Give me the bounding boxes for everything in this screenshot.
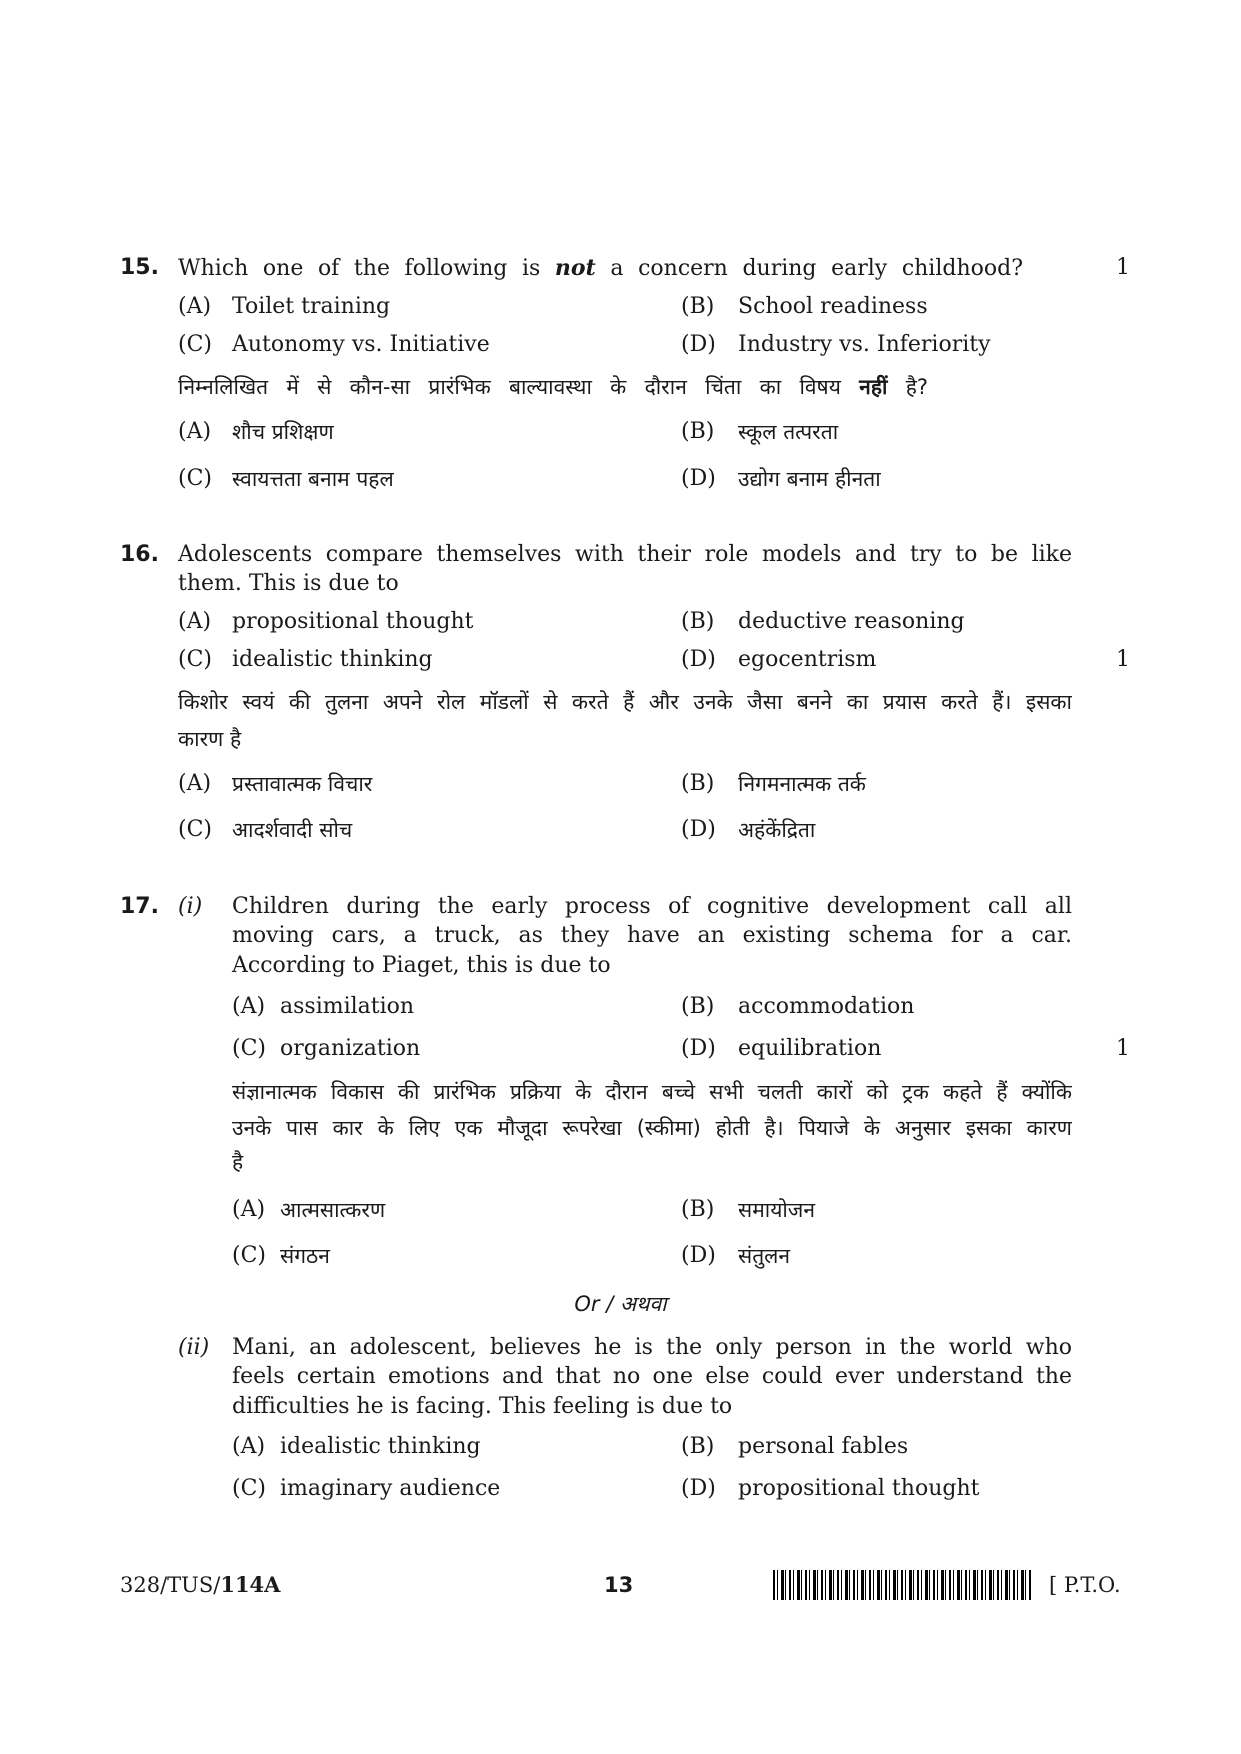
option-text: egocentrism bbox=[738, 647, 877, 672]
question-text-line: difficulties he is facing. This feeling is due to bbox=[232, 1394, 733, 1419]
question-text-line: According to Piaget, this is due to bbox=[232, 953, 611, 978]
question-text-line: them. This is due to bbox=[178, 571, 399, 596]
text: निम्नलिखित में से कौन-सा प्रारंभिक बाल्यावस्था के दौरान चिंता का विषय bbox=[178, 375, 860, 399]
question-text-line: Mani, an adolescent, believes he is the only person in the world who bbox=[232, 1335, 1072, 1360]
option-text: शौच प्रशिक्षण bbox=[232, 420, 334, 444]
option-text: उद्योग बनाम हीनता bbox=[738, 467, 881, 491]
option-text: आत्मसात्करण bbox=[280, 1198, 386, 1222]
text: Which one of the following is bbox=[178, 256, 555, 281]
option-label: (B) bbox=[681, 1434, 715, 1459]
paper-code-bold: 114A bbox=[220, 1572, 281, 1597]
option-label: (B) bbox=[681, 419, 715, 444]
option-label: (A) bbox=[178, 419, 212, 444]
hindi-text-line: कारण है bbox=[178, 727, 242, 751]
option-label: (B) bbox=[681, 771, 715, 796]
option-label: (B) bbox=[681, 609, 715, 634]
option-label: (C) bbox=[232, 1243, 266, 1268]
option-text: propositional thought bbox=[738, 1476, 980, 1501]
option-label: (B) bbox=[681, 1197, 715, 1222]
or-separator: Or / अथवा bbox=[574, 1292, 667, 1316]
option-text: प्रस्तावात्मक विचार bbox=[232, 772, 373, 796]
question-text-line: Children during the early process of cognitive development call all bbox=[232, 894, 1072, 919]
pto-label: [ P.T.O. bbox=[1049, 1573, 1121, 1597]
option-text: School readiness bbox=[738, 294, 928, 319]
emphasis: not bbox=[554, 255, 596, 281]
paper-code-prefix: 328/TUS/ bbox=[120, 1573, 221, 1597]
option-label: (D) bbox=[681, 1036, 716, 1061]
option-text: idealistic thinking bbox=[232, 647, 433, 672]
option-text: समायोजन bbox=[738, 1198, 816, 1222]
option-text: अहंकेंद्रिता bbox=[738, 818, 816, 842]
option-text: accommodation bbox=[738, 994, 915, 1019]
hindi-question-text bbox=[178, 373, 928, 401]
option-label: (A) bbox=[232, 1434, 266, 1459]
question-number: 17. bbox=[120, 894, 159, 919]
option-text: संतुलन bbox=[738, 1244, 791, 1268]
option-text: संगठन bbox=[280, 1244, 330, 1268]
paper-code bbox=[120, 1571, 280, 1599]
option-label: (D) bbox=[681, 1243, 716, 1268]
option-text: propositional thought bbox=[232, 609, 474, 634]
option-text: स्वायत्तता बनाम पहल bbox=[232, 467, 394, 491]
option-label: (C) bbox=[178, 817, 212, 842]
option-text: Industry vs. Inferiority bbox=[738, 332, 991, 357]
option-text: equilibration bbox=[738, 1036, 882, 1061]
hindi-text-line: उनके पास कार के लिए एक मौजूदा रूपरेखा (स्कीमा) होती है। पियाजे के अनुसार इसका कारण bbox=[232, 1116, 1072, 1140]
option-text: Toilet training bbox=[232, 294, 391, 319]
marks: 1 bbox=[1116, 647, 1130, 672]
option-label: (A) bbox=[178, 609, 212, 634]
question-number: 15. bbox=[120, 255, 159, 280]
marks: 1 bbox=[1116, 1036, 1130, 1061]
option-label: (C) bbox=[232, 1036, 266, 1061]
barcode bbox=[773, 1570, 1033, 1600]
option-label: (A) bbox=[178, 294, 212, 319]
option-text: organization bbox=[280, 1036, 421, 1061]
hindi-text-line: है bbox=[232, 1150, 244, 1174]
option-text: आदर्शवादी सोच bbox=[232, 818, 353, 842]
option-label: (C) bbox=[178, 332, 212, 357]
page-number: 13 bbox=[604, 1573, 634, 1597]
option-label: (D) bbox=[681, 647, 716, 672]
option-label: (B) bbox=[681, 294, 715, 319]
hindi-text-line: किशोर स्वयं की तुलना अपने रोल मॉडलों से करते हैं और उनके जैसा बनने का प्रयास करते हैं। इसका bbox=[178, 690, 1072, 714]
option-label: (B) bbox=[681, 994, 715, 1019]
option-text: deductive reasoning bbox=[738, 609, 965, 634]
option-label: (C) bbox=[232, 1476, 266, 1501]
option-label: (D) bbox=[681, 1476, 716, 1501]
option-label: (C) bbox=[178, 466, 212, 491]
option-label: (A) bbox=[232, 1197, 266, 1222]
option-text: निगमनात्मक तर्क bbox=[738, 772, 866, 796]
question-text bbox=[178, 254, 1023, 282]
option-text: personal fables bbox=[738, 1434, 909, 1459]
option-text: assimilation bbox=[280, 994, 415, 1019]
question-text-line: feels certain emotions and that no one else could ever understand the bbox=[232, 1364, 1072, 1389]
marks: 1 bbox=[1116, 255, 1130, 280]
question-text-line: moving cars, a truck, as they have an existing schema for a car. bbox=[232, 923, 1072, 948]
option-label: (D) bbox=[681, 332, 716, 357]
question-text-line: Adolescents compare themselves with their role models and try to be like bbox=[178, 542, 1072, 567]
option-text: idealistic thinking bbox=[280, 1434, 481, 1459]
hindi-text-line: संज्ञानात्मक विकास की प्रारंभिक प्रक्रिया के दौरान बच्चे सभी चलती कारों को ट्रक कहते हैं क्योंकि bbox=[232, 1080, 1072, 1104]
option-text: imaginary audience bbox=[280, 1476, 501, 1501]
emphasis: नहीं bbox=[859, 375, 888, 399]
option-label: (A) bbox=[178, 771, 212, 796]
option-label: (D) bbox=[681, 466, 716, 491]
part-label: (ii) bbox=[178, 1335, 210, 1360]
part-label: (i) bbox=[178, 894, 203, 919]
option-label: (C) bbox=[178, 647, 212, 672]
option-label: (A) bbox=[232, 994, 266, 1019]
option-text: Autonomy vs. Initiative bbox=[232, 332, 490, 357]
text: a concern during early childhood? bbox=[595, 256, 1023, 281]
option-text: स्कूल तत्परता bbox=[738, 420, 839, 444]
option-label: (D) bbox=[681, 817, 716, 842]
text: है? bbox=[887, 375, 928, 399]
question-number: 16. bbox=[120, 542, 159, 567]
